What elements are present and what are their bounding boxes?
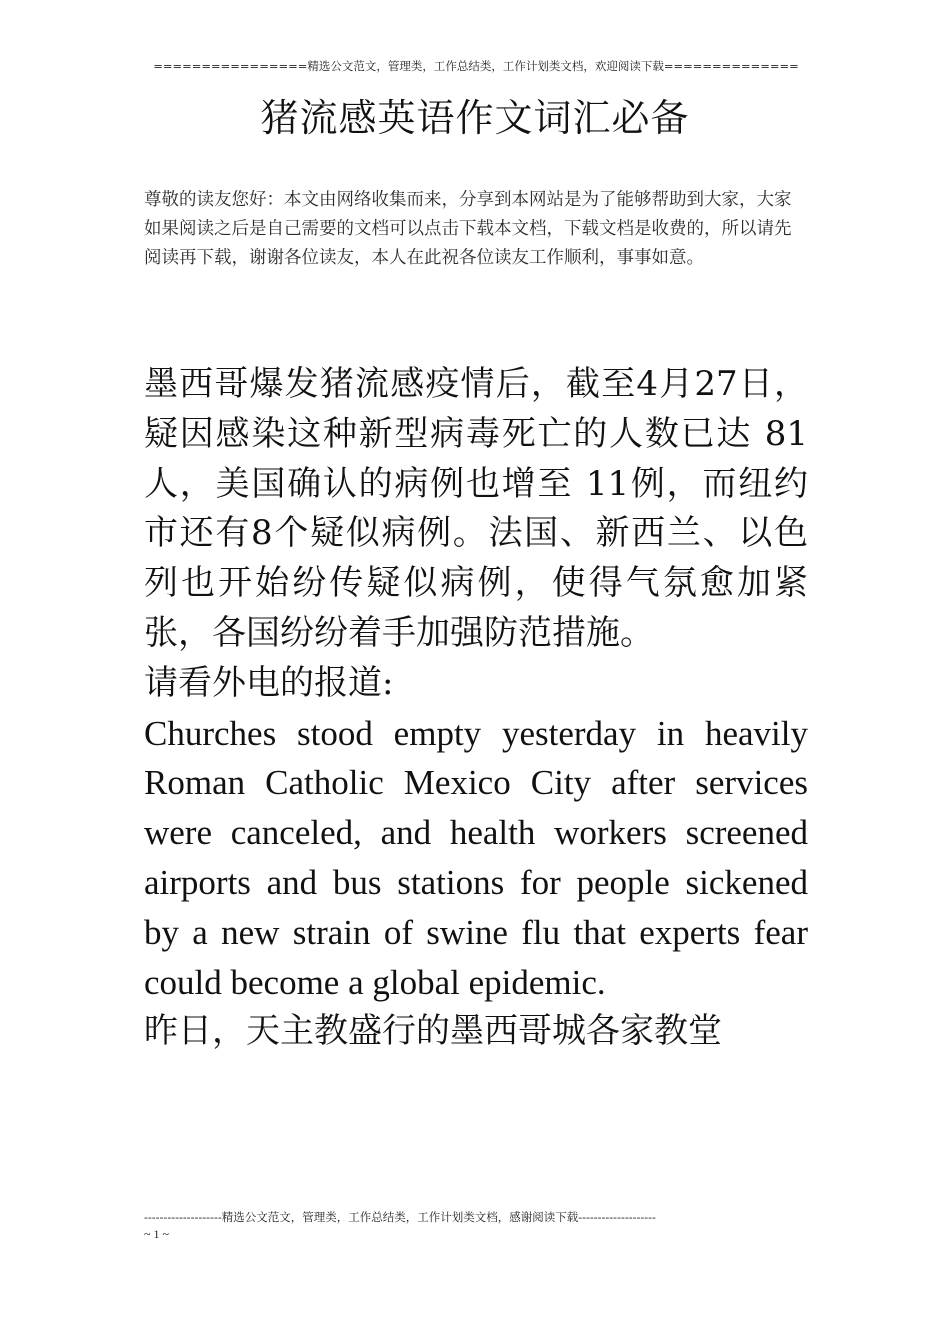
paragraph-english-report: Churches stood empty yesterday in heavily Roman Catholic Mexico City after services were canceled, and health workers screened airports and bus stations for people sickened by a new strain of swine flu that experts fear could become a global epidemic. — [144, 713, 808, 1002]
paragraph-translation: 昨日，天主教盛行的墨西哥城各家教堂 — [144, 1011, 722, 1052]
footer-banner: --------------------精选公文范文，管理类，工作总结类，工作计划类文档，感谢阅读下载-------------------- — [144, 1210, 656, 1224]
document-body — [144, 360, 808, 1057]
document-title: 猪流感英语作文词汇必备 — [260, 96, 690, 140]
paragraph-outbreak: 墨西哥爆发猪流感疫情后，截至4月27日，疑因感染这种新型病毒死亡的人数已达 81 人，美国确认的病例也增至 11例，而纽约市还有8个疑似病例。法国、新西兰、以色列也开始纷传疑似病例，使得气氛愈加紧张，各国纷纷着手加强防范措施。 — [144, 364, 808, 653]
intro-notice: 尊敬的读友您好：本文由网络收集而来，分享到本网站是为了能够帮助到大家，大家如果阅读之后是自己需要的文档可以点击下载本文档，下载文档是收费的，所以请先阅读再下载，谢谢各位读友，本人在此祝各位读友工作顺利，事事如意。 — [144, 190, 792, 268]
paragraph-report-intro: 请看外电的报道: — [144, 662, 394, 703]
header-banner: ================精选公文范文，管理类，工作总结类，工作计划类文档，欢迎阅读下载============== — [153, 59, 799, 73]
page-number: ~ 1 ~ — [144, 1227, 169, 1241]
